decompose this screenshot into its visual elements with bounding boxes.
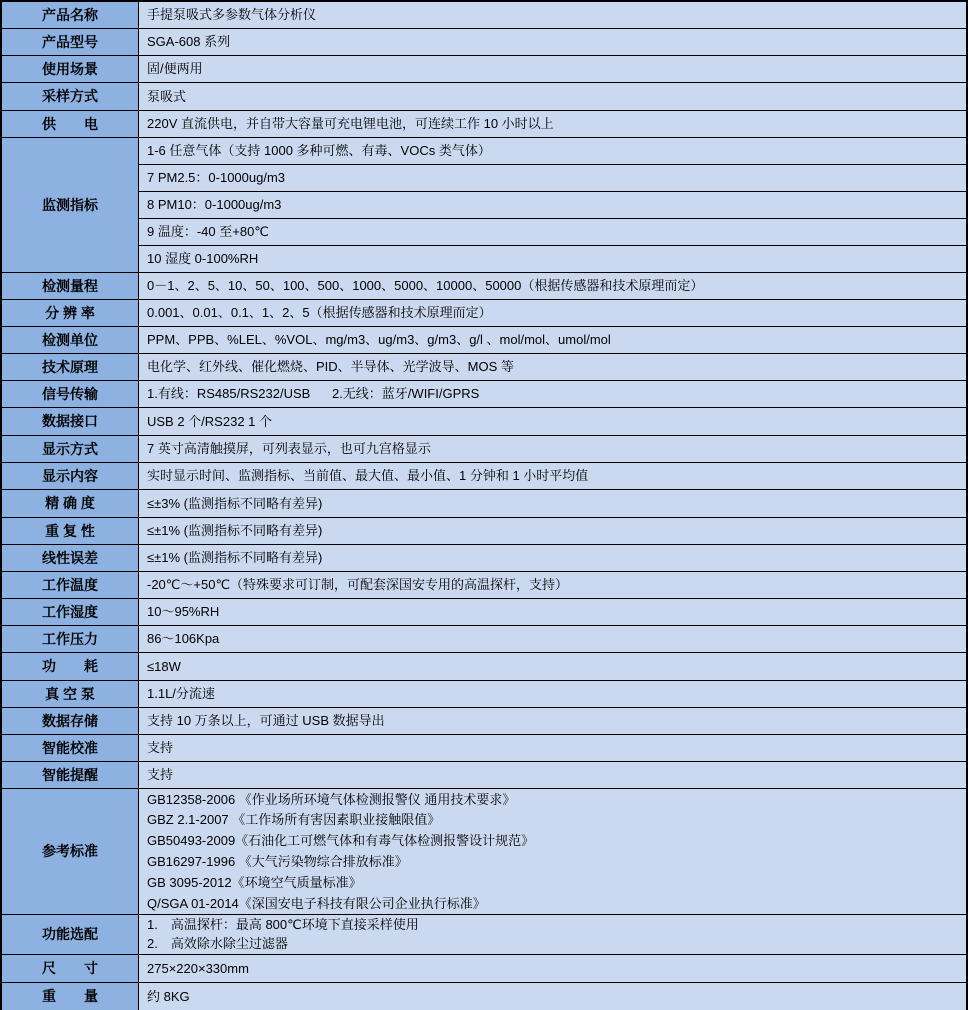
row-value: 泵吸式 — [147, 88, 187, 104]
spec-row — [2, 354, 966, 381]
row-value: 220V 直流供电，并自带大容量可充电锂电池，可连续工作 10 小时以上 — [147, 116, 554, 132]
row-label: 线性误差 — [2, 545, 139, 571]
row-value: 10～95%RH — [147, 604, 220, 620]
row-label: 技术原理 — [2, 354, 139, 380]
row-value: 手提泵吸式多参数气体分析仪 — [147, 7, 317, 23]
row-values — [139, 572, 966, 598]
row-label: 显示内容 — [2, 463, 139, 489]
spec-row — [2, 915, 966, 955]
row-values — [139, 354, 966, 380]
row-value: 支持 10 万条以上，可通过 USB 数据导出 — [147, 713, 385, 729]
row-label: 产品名称 — [2, 2, 139, 28]
row-values — [139, 138, 966, 272]
row-label: 使用场景 — [2, 56, 139, 82]
row-value: 7 PM2.5：0-1000ug/m3 — [139, 165, 966, 192]
row-label: 重 复 性 — [2, 518, 139, 544]
spec-row — [2, 436, 966, 463]
row-values — [139, 626, 966, 652]
spec-row — [2, 381, 966, 408]
row-values — [139, 273, 966, 299]
row-label: 精 确 度 — [2, 490, 139, 517]
row-value: ≤±3% (监测指标不同略有差异) — [147, 495, 323, 511]
row-value: 9 温度：-40 至+80℃ — [139, 219, 966, 246]
spec-row — [2, 2, 966, 29]
spec-row — [2, 463, 966, 490]
row-values — [139, 599, 966, 625]
row-value: 电化学、红外线、催化燃烧、PID、半导体、光学波导、MOS 等 — [147, 359, 514, 375]
spec-row — [2, 545, 966, 572]
spec-row — [2, 56, 966, 83]
spec-row — [2, 83, 966, 111]
row-label: 尺 寸 — [2, 955, 139, 982]
row-values — [139, 300, 966, 326]
spec-row — [2, 983, 966, 1010]
row-values — [139, 545, 966, 571]
row-value: ≤±1% (监测指标不同略有差异) — [147, 550, 323, 566]
row-label: 智能校准 — [2, 735, 139, 761]
row-value: 支持 — [147, 767, 174, 783]
row-values — [139, 708, 966, 734]
row-values — [139, 381, 966, 407]
spec-row — [2, 29, 966, 56]
row-values — [139, 2, 966, 28]
spec-row — [2, 572, 966, 599]
row-value: 实时显示时间、监测指标、当前值、最大值、最小值、1 分钟和 1 小时平均值 — [147, 468, 589, 484]
spec-row — [2, 518, 966, 545]
row-label: 供 电 — [2, 111, 139, 137]
spec-row — [2, 111, 966, 138]
spec-row — [2, 653, 966, 681]
row-value: 1-6 任意气体（支持 1000 多种可燃、有毒、VOCs 类气体） — [139, 138, 966, 165]
spec-row — [2, 138, 966, 273]
row-label: 重 量 — [2, 983, 139, 1010]
row-value: 约 8KG — [147, 988, 190, 1004]
row-label: 检测单位 — [2, 327, 139, 353]
row-values — [139, 111, 966, 137]
row-label: 检测量程 — [2, 273, 139, 299]
row-values — [139, 327, 966, 353]
spec-row — [2, 735, 966, 762]
row-label: 工作压力 — [2, 626, 139, 652]
row-value: 0－1、2、5、10、50、100、500、1000、5000、10000、50000（根据传感器和技术原理而定） — [147, 278, 704, 294]
row-label: 数据存储 — [2, 708, 139, 734]
row-values — [139, 762, 966, 788]
row-values — [139, 29, 966, 55]
row-value: 7 英寸高清触摸屏，可列表显示，也可九宫格显示 — [147, 441, 431, 457]
row-label: 工作温度 — [2, 572, 139, 598]
row-value: USB 2 个/RS232 1 个 — [147, 413, 272, 429]
row-value: 8 PM10：0-1000ug/m3 — [139, 192, 966, 219]
row-value: SGA-608 系列 — [147, 34, 231, 50]
row-label: 产品型号 — [2, 29, 139, 55]
spec-row — [2, 300, 966, 327]
row-values — [139, 681, 966, 707]
row-value: 275×220×330mm — [147, 960, 249, 976]
spec-row — [2, 762, 966, 789]
row-value: 1. 高温探杆：最高 800℃环境下直接采样使用 — [147, 916, 419, 932]
spec-row — [2, 490, 966, 518]
row-values — [139, 518, 966, 544]
row-value: Q/SGA 01-2014《深国安电子科技有限公司企业执行标准》 — [147, 895, 486, 911]
row-values — [139, 735, 966, 761]
row-value: 1.1L/分流速 — [147, 686, 215, 702]
row-value: GB12358-2006 《作业场所环境气体检测报警仪 通用技术要求》 — [147, 791, 516, 807]
row-value: PPM、PPB、%LEL、%VOL、mg/m3、ug/m3、g/m3、g/l 、mol/mol、umol/mol — [147, 332, 611, 348]
row-value: -20℃～+50℃（特殊要求可订制，可配套深国安专用的高温探杆，支持） — [147, 577, 569, 593]
row-value: 固/便两用 — [147, 61, 203, 77]
row-value: 86～106Kpa — [147, 631, 220, 647]
row-label: 功 耗 — [2, 653, 139, 680]
row-label: 真 空 泵 — [2, 681, 139, 707]
spec-row — [2, 626, 966, 653]
row-label: 监测指标 — [2, 138, 139, 272]
row-value: 2. 高效除水除尘过滤器 — [147, 936, 288, 952]
row-values — [139, 653, 966, 680]
row-value: 10 湿度 0-100%RH — [147, 251, 259, 267]
row-values — [139, 56, 966, 82]
row-values — [139, 83, 966, 110]
row-value: GB50493-2009《石油化工可燃气体和有毒气体检测报警设计规范》 — [147, 833, 535, 849]
row-value: GBZ 2.1-2007 《工作场所有害因素职业接触限值》 — [147, 812, 441, 828]
row-value: 0.001、0.01、0.1、1、2、5（根据传感器和技术原理而定） — [147, 305, 492, 321]
row-value: ≤18W — [147, 658, 181, 674]
row-values — [139, 408, 966, 435]
row-values — [139, 955, 966, 982]
row-label: 采样方式 — [2, 83, 139, 110]
row-values — [139, 463, 966, 489]
row-values — [139, 490, 966, 517]
row-value: 支持 — [147, 740, 174, 756]
spec-row — [2, 273, 966, 300]
row-label: 信号传输 — [2, 381, 139, 407]
spec-row — [2, 955, 966, 983]
spec-row — [2, 599, 966, 626]
spec-row — [2, 408, 966, 436]
row-label: 功能选配 — [2, 915, 139, 954]
row-value: GB 3095-2012《环境空气质量标准》 — [147, 874, 362, 890]
spec-row — [2, 327, 966, 354]
row-value: ≤±1% (监测指标不同略有差异) — [147, 523, 323, 539]
row-label: 显示方式 — [2, 436, 139, 462]
row-values — [139, 789, 966, 914]
row-value: 1.有线：RS485/RS232/USB 2.无线：蓝牙/WIFI/GPRS — [147, 386, 480, 402]
row-label: 数据接口 — [2, 408, 139, 435]
spec-row — [2, 681, 966, 708]
row-label: 参考标准 — [2, 789, 139, 914]
row-label: 智能提醒 — [2, 762, 139, 788]
row-value: GB16297-1996 《大气污染物综合排放标准》 — [147, 854, 408, 870]
spec-row — [2, 708, 966, 735]
row-label: 分 辨 率 — [2, 300, 139, 326]
row-values — [139, 436, 966, 462]
row-values — [139, 915, 966, 954]
row-values — [139, 983, 966, 1010]
row-label: 工作湿度 — [2, 599, 139, 625]
spec-row — [2, 789, 966, 915]
